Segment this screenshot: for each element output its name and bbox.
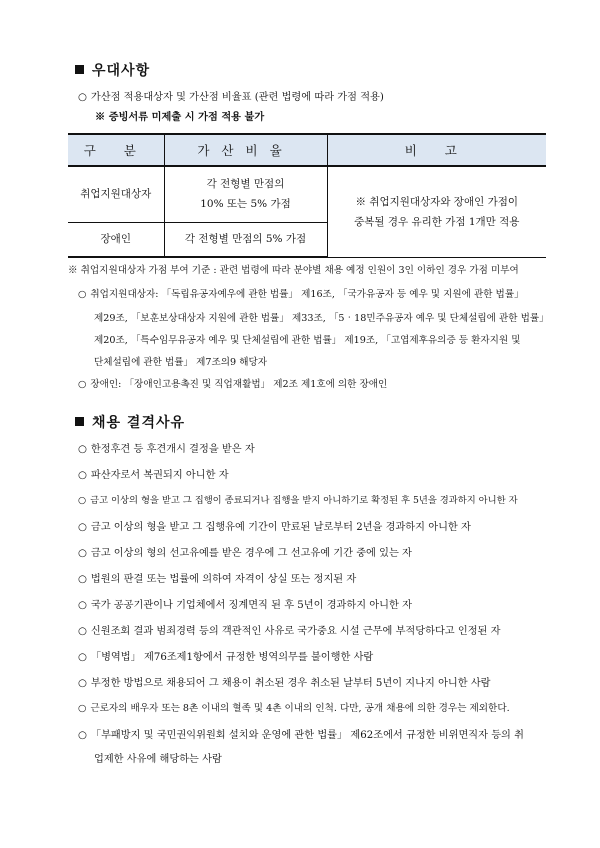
circle-bullet-icon: ○ (78, 626, 87, 637)
list-item: ○ 국가 공공기관이나 기업체에서 징계면직 된 후 5년이 경과하지 아니한 자 (78, 600, 412, 611)
circle-bullet-icon: ○ (78, 379, 87, 390)
list-item: ○ 「부패방지 및 국민권익위원회 설치와 운영에 관한 법률」 제62조에서 규정한 비위면직자 등의 취 (78, 730, 524, 741)
circle-bullet-icon: ○ (78, 289, 87, 300)
list-item: ○ 신원조회 결과 범죄경력 등의 객관적인 사유로 국가중요 시설 근무에 부적당하다고 인정된 자 (78, 626, 501, 637)
ratio-cell: 각 전형별 만점의 5% 가점 (164, 222, 327, 257)
circle-bullet-icon: ○ (78, 730, 87, 741)
circle-bullet-icon: ○ (78, 600, 87, 611)
veteran-line-4: 단체설립에 관한 법률」 제7조의9 해당자 (94, 357, 268, 368)
list-item: ○ 금고 이상의 형을 받고 그 집행이 종료되거나 집행을 받지 아니하기로 확정된 후 5년을 경과하지 아니한 자 (78, 495, 518, 506)
table-row (68, 166, 546, 222)
ratio-cell: 각 전형별 만점의 10% 또는 5% 가점 (164, 166, 327, 222)
list-item: ○ 근로자의 배우자 또는 8촌 이내의 혈족 및 4촌 이내의 인척. 다만, 공개 채용에 의한 경우는 제외한다. (78, 703, 510, 714)
circle-bullet-icon: ○ (78, 652, 87, 663)
intro-line: ○ 가산점 적용대상자 및 가산점 비율표 (관련 법령에 따라 가점 적용) (78, 92, 384, 103)
circle-bullet-icon: ○ (78, 703, 87, 714)
circle-bullet-icon: ○ (78, 92, 87, 103)
veteran-line-2: 제29조, 「보훈보상대상자 지원에 관한 법률」 제33조, 「5‧18민주유공자 예우 및 단체설립에 관한 법률」 (94, 313, 549, 324)
veteran-line-3: 제20조, 「특수임무유공자 예우 및 단체설립에 관한 법률」 제19조, 「고엽제후유의증 등 환자지원 및 (94, 335, 521, 346)
bonus-rate-table (68, 133, 546, 258)
circle-bullet-icon: ○ (78, 678, 87, 689)
intro-note: ※ 증빙서류 미제출 시 가점 적용 불가 (95, 111, 265, 123)
list-item: ○ 한정후견 등 후견개시 결정을 받은 자 (78, 444, 255, 455)
circle-bullet-icon: ○ (78, 548, 87, 559)
list-item: ○ 금고 이상의 형의 선고유예를 받은 경우에 그 선고유예 기간 중에 있는 자 (78, 548, 412, 559)
veteran-line-1: ○ 취업지원대상자: 「독립유공자예우에 관한 법률」 제16조, 「국가유공자 등 예우 및 지원에 관한 법률」 (78, 289, 524, 300)
section-title-preferences: 우대사항 (75, 60, 150, 80)
disability-line: ○ 장애인: 「장애인고용촉진 및 직업재활법」 제2조 제1호에 의한 장애인 (78, 379, 388, 390)
circle-bullet-icon: ○ (78, 574, 87, 585)
header-category: 구 분 (68, 134, 164, 166)
category-cell: 장애인 (68, 222, 164, 257)
list-item-continuation: 업제한 사유에 해당하는 사람 (94, 754, 222, 765)
section-title-disqualification: 채용 결격사유 (75, 412, 185, 432)
circle-bullet-icon: ○ (78, 444, 87, 455)
header-ratio: 가산비율 (164, 134, 327, 166)
list-item: ○ 「병역법」 제76조제1항에서 규정한 병역의무를 불이행한 사람 (78, 652, 374, 663)
square-bullet-icon (75, 65, 84, 74)
square-bullet-icon (75, 417, 84, 426)
list-item: ○ 법원의 판결 또는 법률에 의하여 자격이 상실 또는 정지된 자 (78, 574, 357, 585)
list-item: ○ 파산자로서 복권되지 아니한 자 (78, 470, 229, 481)
list-item: ○ 금고 이상의 형을 받고 그 집행유예 기간이 만료된 날로부터 2년을 경과하지 아니한 자 (78, 522, 471, 533)
circle-bullet-icon: ○ (78, 522, 87, 533)
table-header-row (68, 134, 546, 166)
category-cell: 취업지원대상자 (68, 166, 164, 222)
remark-cell: ※ 취업지원대상자와 장애인 가점이 중복될 경우 유리한 가점 1개만 적용 (327, 166, 546, 257)
header-remark: 비 고 (327, 134, 546, 166)
circle-bullet-icon: ○ (78, 495, 87, 506)
list-item: ○ 부정한 방법으로 채용되어 그 채용이 취소된 경우 취소된 날부터 5년이 지나지 아니한 사람 (78, 678, 491, 689)
circle-bullet-icon: ○ (78, 470, 87, 481)
footnote: ※ 취업지원대상자 가점 부여 기준 : 관련 법령에 따라 분야별 채용 예정 인원이 3인 이하인 경우 가점 미부여 (68, 265, 519, 276)
